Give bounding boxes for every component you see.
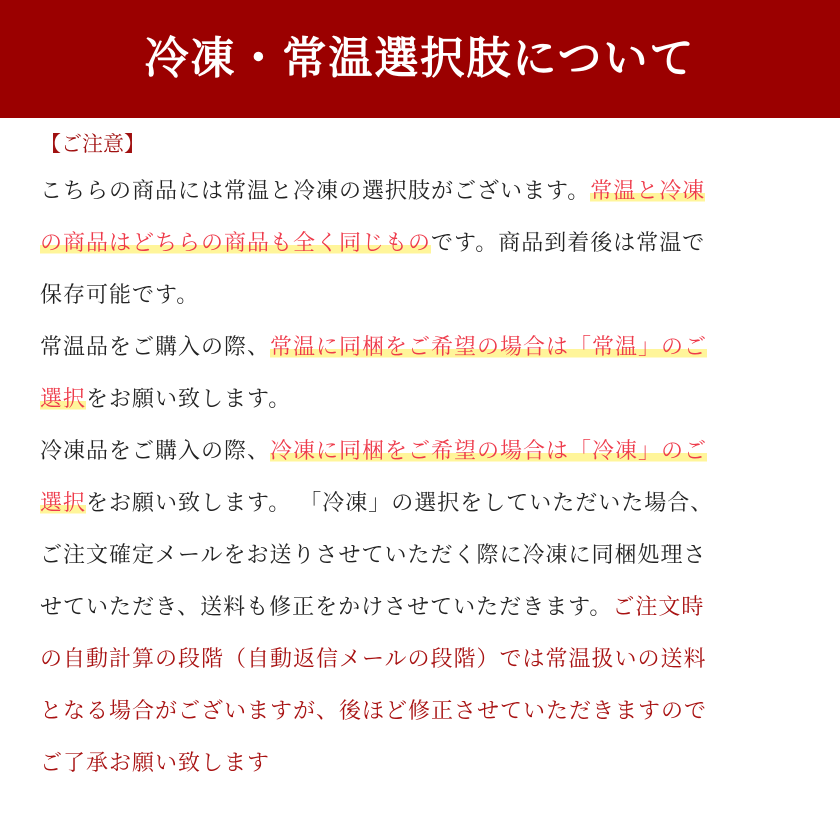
body-text: です。商品到着後は常温で: [431, 231, 706, 256]
body-text: 保存可能です。: [40, 283, 200, 308]
notice-line: [40, 738, 800, 790]
warning-text: の自動計算の段階（自動返信メールの段階）では常温扱いの送料: [40, 647, 707, 672]
body-text: 常温品をご購入の際、: [40, 335, 271, 360]
warning-text: ご了承お願い致します: [40, 751, 271, 776]
body-text: をお願い致します。 「冷凍」の選択をしていただいた場合、: [86, 491, 714, 516]
notice-line: [40, 634, 800, 686]
body-text: をお願い致します。: [86, 387, 292, 412]
notice-line: [40, 218, 800, 270]
body-text: こちらの商品には常温と冷凍の選択肢がございます。: [40, 179, 591, 204]
notice-line: [40, 478, 800, 530]
notice-line: [40, 582, 800, 634]
notice-line: [40, 322, 800, 374]
warning-text: となる場合がございますが、後ほど修正させていただきますので: [40, 699, 708, 724]
notice-text: [40, 166, 800, 790]
notice-line: [40, 530, 800, 582]
title-banner: [0, 0, 840, 118]
highlighted-text: 選択: [40, 387, 87, 412]
notice-body: [40, 126, 800, 790]
notice-line: [40, 686, 800, 738]
body-text: せていただき、送料も修正をかけさせていただきます。: [40, 595, 613, 620]
body-text: 冷凍品をご購入の際、: [40, 439, 271, 464]
notice-heading: 【ご注意】: [40, 132, 145, 156]
notice-line: [40, 166, 800, 218]
notice-line: [40, 426, 800, 478]
highlighted-text: 選択: [40, 491, 87, 516]
highlighted-text: の商品はどちらの商品も全く同じもの: [40, 231, 432, 256]
notice-line: [40, 374, 800, 426]
body-text: ご注文確定メールをお送りさせていただく際に冷凍に同梱処理さ: [40, 543, 707, 568]
warning-text: ご注文時: [612, 595, 705, 620]
notice-line: [40, 270, 800, 322]
highlighted-text: 常温に同梱をご希望の場合は「常温」のご: [270, 335, 708, 360]
page-title: 冷凍・常温選択肢について: [144, 33, 696, 84]
highlighted-text: 冷凍に同梱をご希望の場合は「冷凍」のご: [270, 439, 708, 464]
highlighted-text: 常温と冷凍: [590, 179, 706, 204]
